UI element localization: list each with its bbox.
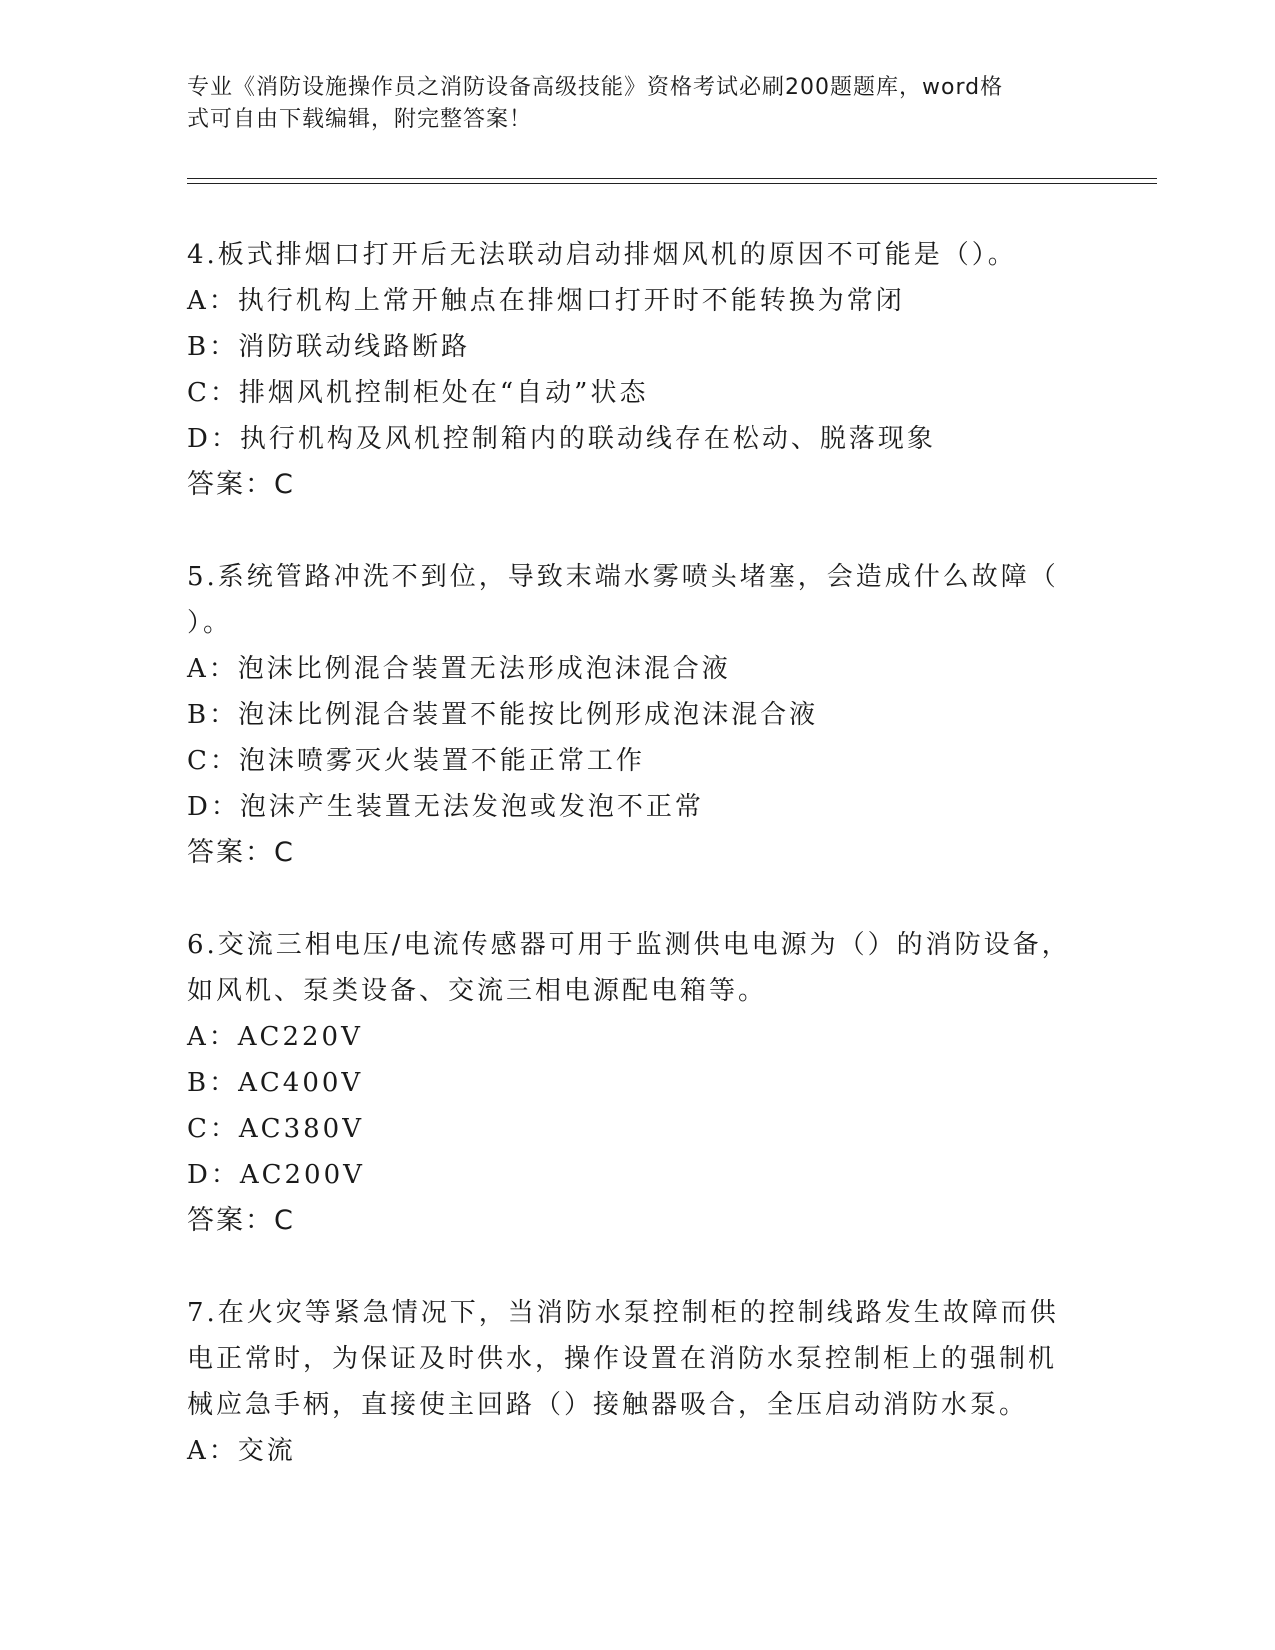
option-b: B：泡沫比例混合装置不能按比例形成泡沫混合液 — [187, 700, 819, 730]
option-d: D：泡沫产生装置无法发泡或发泡不正常 — [187, 792, 704, 822]
option-d: D：AC200V — [187, 1160, 365, 1190]
option-c: C：排烟风机控制柜处在“自动”状态 — [187, 378, 649, 408]
question-stem: 7.在火灾等紧急情况下，当消防水泵控制柜的控制线路发生故障而供 — [187, 1298, 1059, 1328]
question-stem: 4.板式排烟口打开后无法联动启动排烟风机的原因不可能是（）。 — [187, 240, 1017, 270]
question-6 — [187, 922, 1087, 1244]
option-d: D：执行机构及风机控制箱内的联动线存在松动、脱落现象 — [187, 424, 936, 454]
header-line-2: 式可自由下载编辑，附完整答案！ — [187, 107, 533, 132]
question-stem: 5.系统管路冲洗不到位，导致末端水雾喷头堵塞，会造成什么故障（ — [187, 562, 1059, 592]
header-divider-bottom — [187, 183, 1157, 184]
option-a: A：执行机构上常开触点在排烟口打开时不能转换为常闭 — [187, 286, 905, 316]
option-b: B：AC400V — [187, 1068, 364, 1098]
question-stem: ）。 — [187, 608, 233, 638]
option-c: C：AC380V — [187, 1114, 364, 1144]
answer: 答案：C — [187, 469, 295, 500]
page-header — [187, 72, 1057, 136]
question-list — [187, 232, 1087, 1520]
answer: 答案：C — [187, 837, 295, 868]
option-a: A：泡沫比例混合装置无法形成泡沫混合液 — [187, 654, 731, 684]
question-4 — [187, 232, 1087, 508]
question-stem: 如风机、泵类设备、交流三相电源配电箱等。 — [187, 976, 768, 1006]
question-7 — [187, 1290, 1087, 1474]
header-line-1: 专业《消防设施操作员之消防设备高级技能》资格考试必刷200题题库，word格 — [187, 75, 1004, 100]
header-divider-top — [187, 178, 1157, 179]
question-stem: 电正常时，为保证及时供水，操作设置在消防水泵控制柜上的强制机 — [187, 1344, 1058, 1374]
question-stem: 6.交流三相电压/电流传感器可用于监测供电电源为（）的消防设备， — [187, 930, 1071, 960]
question-stem: 械应急手柄，直接使主回路（）接触器吸合，全压启动消防水泵。 — [187, 1390, 1029, 1420]
option-b: B：消防联动线路断路 — [187, 332, 471, 362]
answer: 答案：C — [187, 1205, 295, 1236]
option-a: A：交流 — [187, 1436, 296, 1466]
question-5 — [187, 554, 1087, 876]
option-c: C：泡沫喷雾灭火装置不能正常工作 — [187, 746, 645, 776]
option-a: A：AC220V — [187, 1022, 363, 1052]
